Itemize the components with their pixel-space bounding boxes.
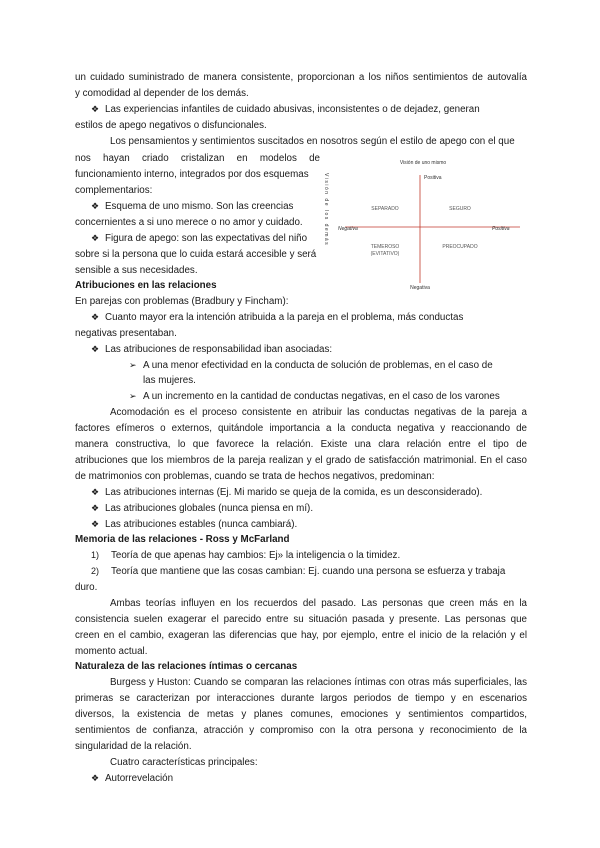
bullet-text: Las atribuciones estables (nunca cambiará).: [105, 519, 298, 530]
figure-top-label: Visión de uno mismo: [399, 160, 447, 166]
text-line: sentimientos de confianza, atracción y compromiso con la otra persona y reconocimiento de la: [75, 725, 527, 736]
bullet-text: Las atribuciones internas (Ej. Mi marido se queja de la comida, es un desconsiderado).: [105, 487, 483, 498]
text-line: sensible a sus necesidades.: [75, 265, 198, 276]
text-line: nos hayan criado cristalizan en modelos de: [75, 153, 320, 164]
arrow-text: A un incremento en la cantidad de conductas negativas, en el caso de los varones: [143, 391, 500, 402]
axis-negative-bottom: Negativa: [410, 285, 430, 290]
text-line: creen en el cambio, exageran las diferencias que hay, por ejemplo, entre el inicio de la relación y el: [75, 630, 527, 641]
arrow-item: [129, 389, 527, 404]
numbered-item: [91, 564, 543, 579]
numbered-text: Teoría que mantiene que las cosas cambian: Ej. cuando una persona se esfuerza y trabaja: [111, 566, 506, 577]
text-line: Burgess y Huston: Cuando se comparan las relaciones íntimas con otras más superficiales, las: [110, 677, 527, 688]
axis-positive-right: Positiva: [492, 226, 510, 232]
text-line: negativas presentaban.: [75, 328, 177, 339]
text-line: primeras se caracterizan por interacciones durante largos periodos de tiempo y en escenarios: [75, 693, 527, 704]
bullet-text: Autorrevelación: [105, 773, 174, 784]
text-line: consistencia suelen exagerar el parecido entre su situación pasada y presente. Las personas que: [75, 614, 527, 625]
axis-positive-top: Positiva: [424, 175, 442, 181]
arrow-item: [129, 358, 527, 373]
text-line: Ambas teorías influyen en los recuerdos del pasado. Las personas que creen más en la: [110, 598, 527, 609]
section-heading: Naturaleza de las relaciones íntimas o cercanas: [75, 661, 298, 672]
arrow-text: A una menor efectividad en la conducta de solución de problemas, en el caso de: [143, 360, 493, 371]
quadrant-bottom-left: TEMEROSO: [370, 244, 400, 250]
attachment-quadrant-figure: [320, 155, 530, 290]
text-line: factores efímeros o externos, quitándole importancia a la conducta negativa y reaccionando de: [75, 423, 527, 434]
text-line: singularidad de la relación.: [75, 741, 192, 752]
bullet-text: Las experiencias infantiles de cuidado abusivas, inconsistentes o de dejadez, generan: [105, 104, 480, 115]
text-line: Cuatro características principales:: [110, 757, 258, 768]
vertical-axis-label: Visión de los demás: [323, 173, 329, 247]
text-line: duro.: [75, 582, 98, 593]
bullet-icon: ❖: [91, 773, 100, 783]
bullet-icon: ❖: [91, 503, 100, 513]
arrow-icon: ➢: [129, 360, 137, 370]
text-line: las mujeres.: [143, 375, 196, 386]
bullet-text: Las atribuciones globales (nunca piensa en mí).: [105, 503, 314, 514]
text-line: momento actual.: [75, 646, 148, 657]
bullet-icon: ❖: [91, 487, 100, 497]
bullet-item: [91, 310, 543, 325]
bullet-text: Esquema de uno mismo. Son las creencias: [105, 201, 294, 212]
bullet-item: [91, 501, 543, 516]
text-line: sobre si la persona que lo cuida estará accesible y será: [75, 249, 317, 260]
bullet-item: [91, 517, 543, 532]
bullet-icon: ❖: [91, 344, 100, 354]
text-line: un cuidado suministrado de manera consistente, proporcionan a los niños sentimientos de autovalía: [75, 72, 527, 83]
quadrant-top-left: SEPARADO: [371, 206, 399, 212]
bullet-item: [91, 102, 543, 117]
text-line: Acomodación es el proceso consistente en atribuir las conductas negativas de la pareja a: [110, 407, 527, 418]
text-line: manera constructiva, lo que favorece la relación. Existe una clara relación entre el tipo de: [75, 439, 527, 450]
text-line: complementarios:: [75, 185, 153, 196]
text-line: diversos, la existencia de metas y planes comunes, emociones y sentimientos compartidos,: [75, 709, 527, 720]
bullet-icon: ❖: [91, 104, 100, 114]
bullet-item: [91, 342, 543, 357]
bullet-text: Las atribuciones de responsabilidad iban asociadas:: [105, 344, 333, 355]
quadrant-bottom-right: PREOCUPADO: [442, 244, 478, 250]
text-line: funcionamiento interno, integrados por dos esquemas: [75, 169, 309, 180]
bullet-icon: ❖: [91, 312, 100, 322]
text-line: concernientes a si uno merece o no amor y cuidado.: [75, 217, 303, 228]
numbered-item: [91, 548, 543, 563]
text-line: atribuciones que los miembros de la pareja realizan y el grado de satisfacción matrimonial. En el caso: [75, 455, 527, 466]
bullet-icon: ❖: [91, 233, 100, 243]
quadrant-bottom-left-sub: (EVITATIVO): [370, 251, 400, 257]
bullet-icon: ❖: [91, 519, 100, 529]
bullet-text: Cuanto mayor era la intención atribuida a la pareja en el problema, más conductas: [105, 312, 464, 323]
text-line: estilos de apego negativos o disfuncionales.: [75, 120, 267, 131]
text-line: y comodidad al depender de los demás.: [75, 88, 249, 99]
section-heading: Memoria de las relaciones - Ross y McFarland: [75, 534, 290, 545]
text-line: En parejas con problemas (Bradbury y Fincham):: [75, 296, 289, 307]
quadrant-top-right: SEGURO: [449, 206, 471, 212]
number-label: 1): [91, 550, 100, 560]
text-line: Los pensamientos y sentimientos suscitados en nosotros según el estilo de apego con el que: [110, 136, 515, 147]
numbered-text: Teoría de que apenas hay cambios: Ej» la inteligencia o la timidez.: [111, 550, 401, 561]
bullet-icon: ❖: [91, 201, 100, 211]
section-heading: Atribuciones en las relaciones: [75, 280, 217, 291]
bullet-item: [91, 771, 543, 786]
axis-negative-left: Negativa: [338, 226, 358, 232]
arrow-icon: ➢: [129, 391, 137, 401]
number-label: 2): [91, 566, 100, 576]
text-line: de matrimonios con problemas, cuando se trata de hechos negativos, predominan:: [75, 471, 435, 482]
bullet-item: [91, 485, 543, 500]
bullet-text: Figura de apego: son las expectativas del niño: [105, 233, 308, 244]
